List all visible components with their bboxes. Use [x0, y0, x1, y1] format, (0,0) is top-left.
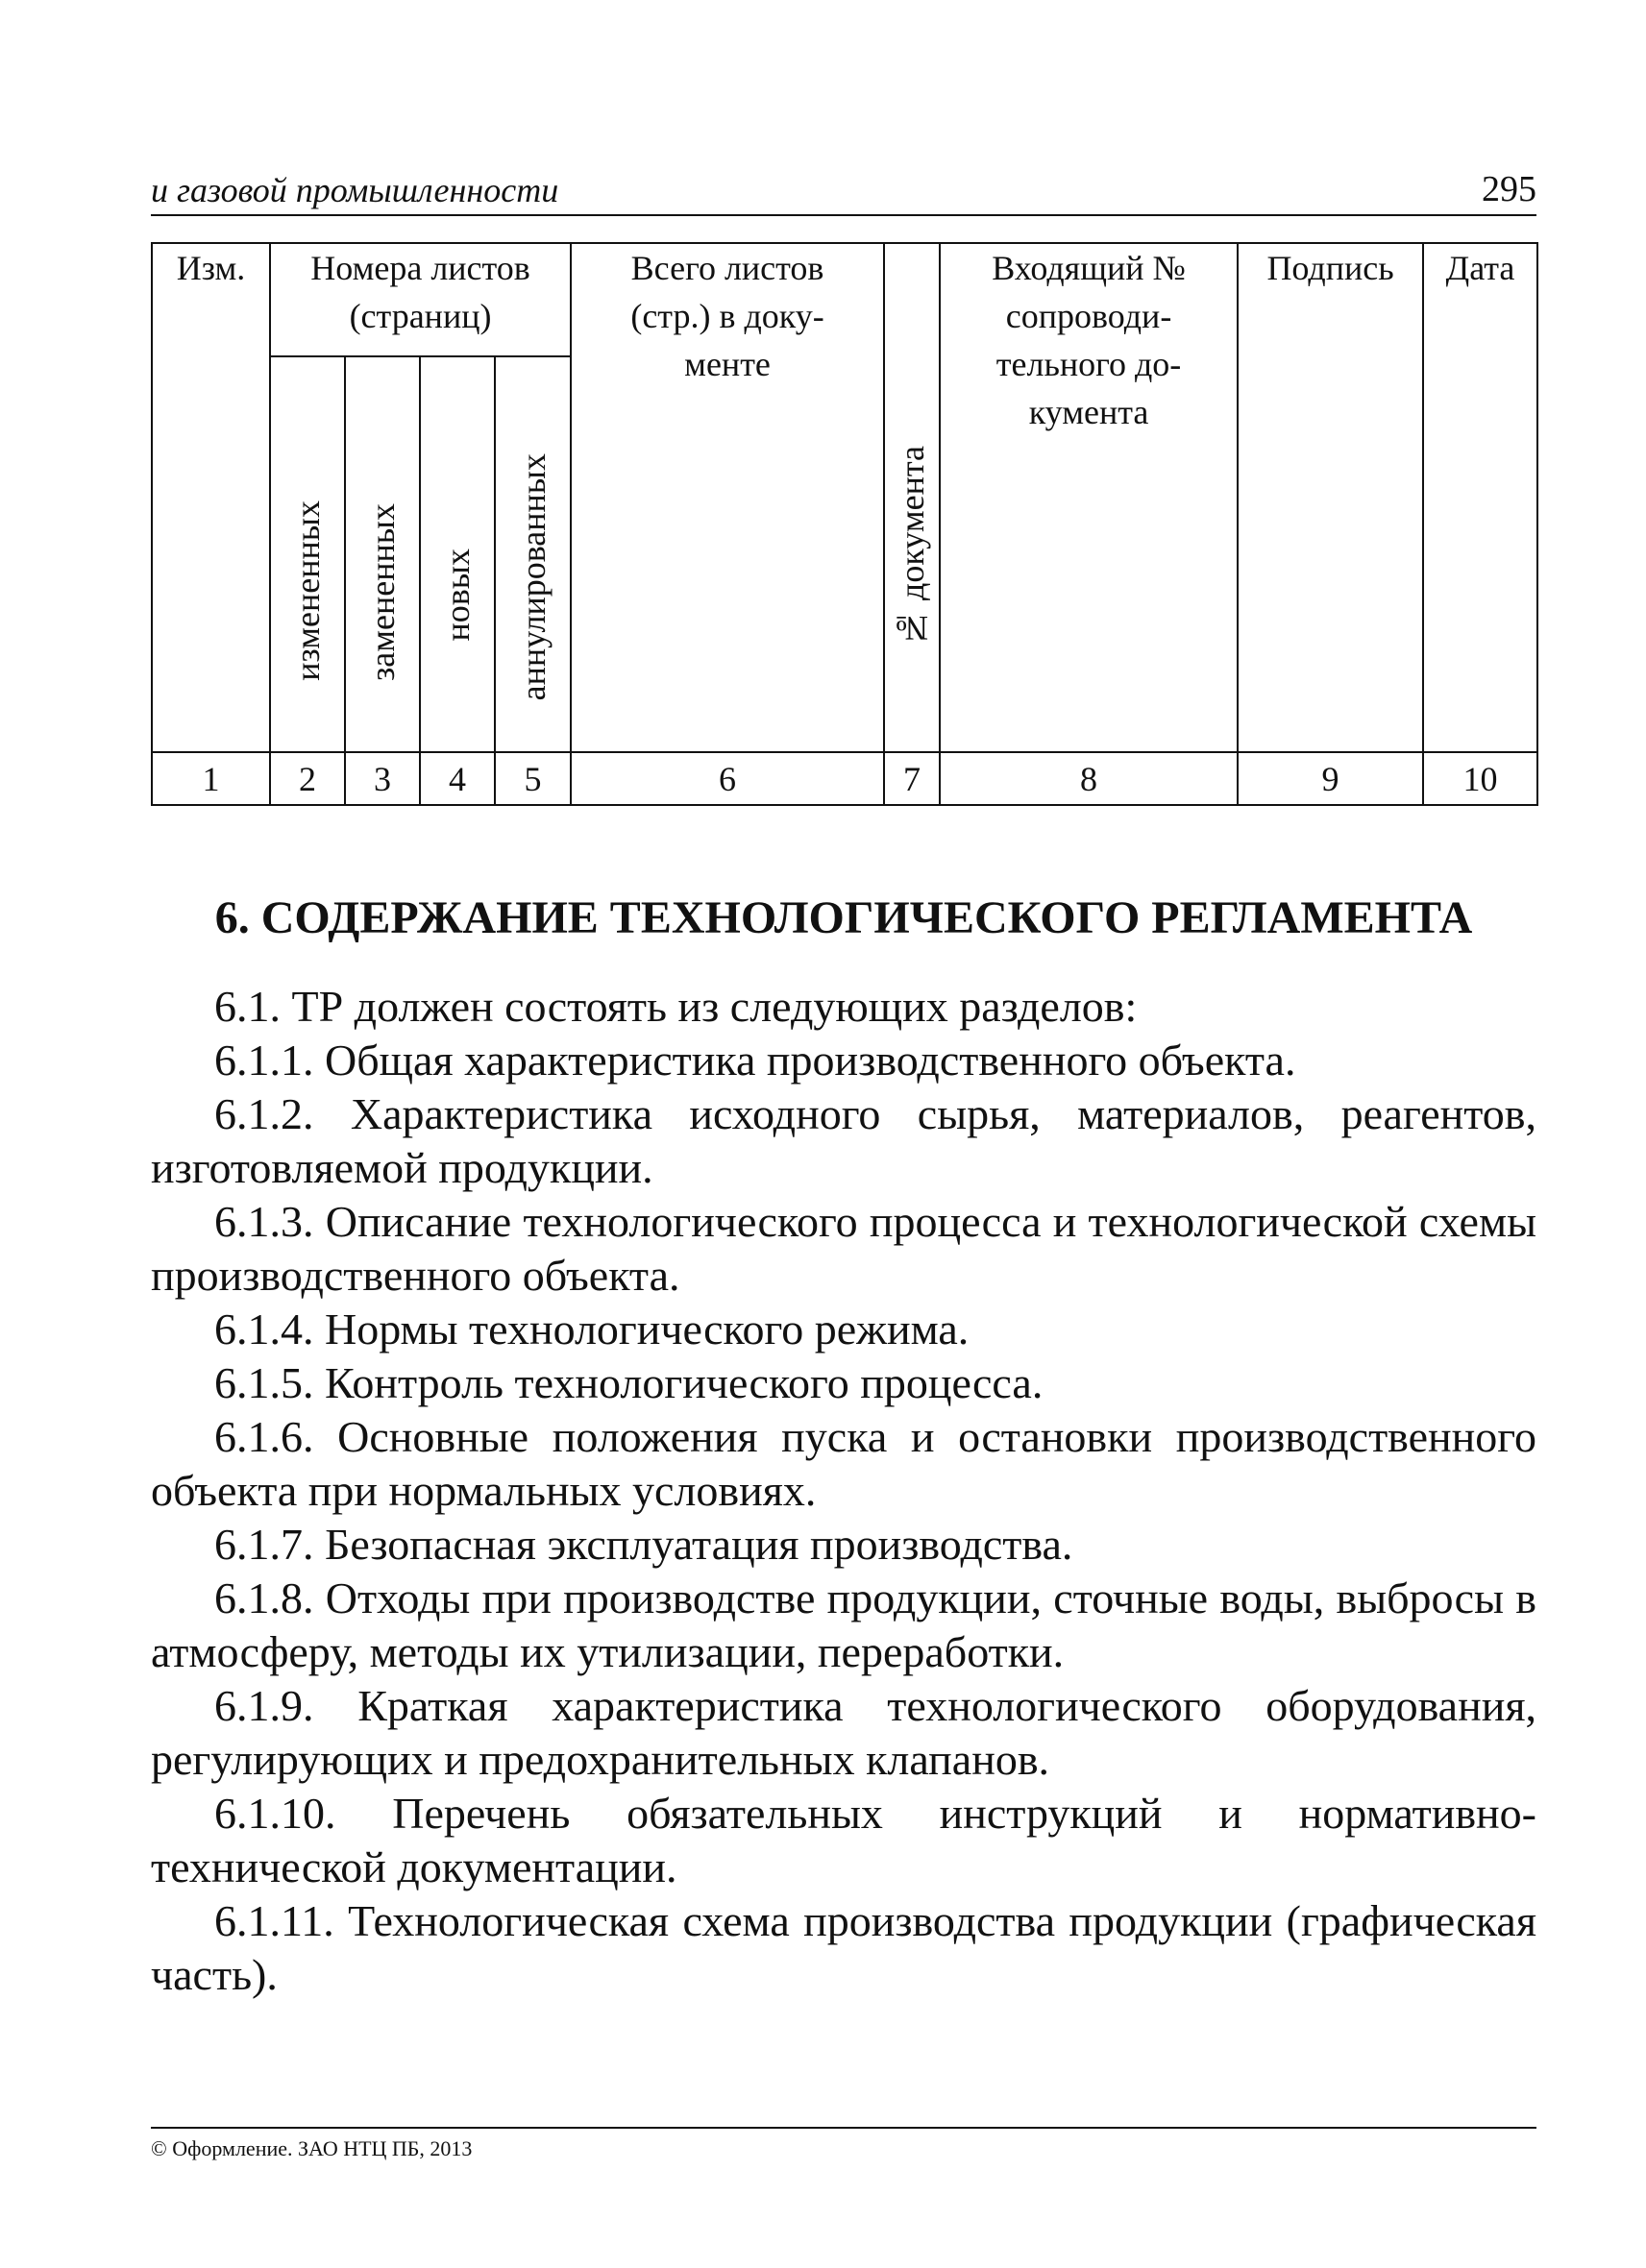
paragraph: 6.1.5. Контроль технологического процесса.	[214, 1358, 1044, 1407]
section-heading: 6. СОДЕРЖАНИЕ ТЕХНОЛОГИЧЕСКОГО РЕГЛАМЕНТА	[214, 892, 1473, 943]
column-number: 6	[571, 752, 884, 805]
paragraph: 6.1.3. Описание технологического процесса и технологической схемы производственного объекта.	[151, 1197, 1536, 1300]
running-header	[151, 168, 1536, 216]
column-number: 9	[1238, 752, 1423, 805]
header-rule	[151, 214, 1536, 216]
column-number: 7	[884, 752, 940, 805]
header-changed-cell	[270, 356, 345, 752]
header-doc-number-cell	[884, 243, 940, 752]
copyright-notice: © Оформление. ЗАО НТЦ ПБ, 2013	[151, 2136, 473, 2160]
header-total-sheets: Всего листов (стр.) в доку- менте	[571, 243, 884, 752]
paragraph: 6.1.4. Нормы технологического режима.	[214, 1305, 970, 1353]
paragraph: 6.1.8. Отходы при производстве продукции, сточные воды, выбросы в атмосферу, методы их утилизации, переработки.	[151, 1573, 1536, 1676]
header-replaced: замененных	[363, 503, 402, 681]
header-annulled: аннулированных	[513, 452, 553, 700]
paragraph: 6.1.6. Основные положения пуска и остановки производственного объекта при нормальных условиях.	[151, 1412, 1536, 1515]
header-izm: Изм.	[152, 243, 270, 752]
header-sheet-numbers: Номера листов (страниц)	[270, 243, 571, 356]
column-number: 4	[420, 752, 495, 805]
paragraph: 6.1. ТР должен состоять из следующих разделов:	[214, 982, 1138, 1031]
column-number: 8	[940, 752, 1238, 805]
column-number: 1	[152, 752, 270, 805]
paragraph: 6.1.2. Характеристика исходного сырья, материалов, реагентов, изготовляемой продукции.	[151, 1089, 1536, 1192]
footer-rule	[151, 2127, 1536, 2129]
change-registration-table	[151, 242, 1538, 806]
column-number: 5	[495, 752, 571, 805]
header-incoming-doc: Входящий № сопроводи- тельного до- кумента	[940, 243, 1238, 752]
column-number: 3	[345, 752, 420, 805]
header-replaced-cell	[345, 356, 420, 752]
header-new-cell	[420, 356, 495, 752]
page-number: 295	[1482, 169, 1536, 209]
paragraph: 6.1.1. Общая характеристика производственного объекта.	[214, 1036, 1296, 1085]
header-new: новых	[438, 548, 477, 641]
paragraph: 6.1.11. Технологическая схема производства продукции (графическая часть).	[151, 1896, 1536, 1999]
column-number: 2	[270, 752, 345, 805]
section-body	[151, 980, 1536, 2002]
column-number: 10	[1423, 752, 1537, 805]
header-annulled-cell	[495, 356, 571, 752]
header-doc-number: № документа	[893, 446, 932, 647]
header-date: Дата	[1423, 243, 1537, 752]
header-signature: Подпись	[1238, 243, 1423, 752]
header-changed: измененных	[288, 500, 327, 681]
running-title: и газовой промышленности	[151, 171, 559, 209]
paragraph: 6.1.9. Краткая характеристика технологического оборудования, регулирующих и предохранительных клапанов.	[151, 1681, 1536, 1784]
paragraph: 6.1.7. Безопасная эксплуатация производства.	[214, 1520, 1073, 1569]
paragraph: 6.1.10. Перечень обязательных инструкций и нормативно-технической документации.	[151, 1789, 1536, 1891]
page-footer	[151, 2127, 1536, 2161]
